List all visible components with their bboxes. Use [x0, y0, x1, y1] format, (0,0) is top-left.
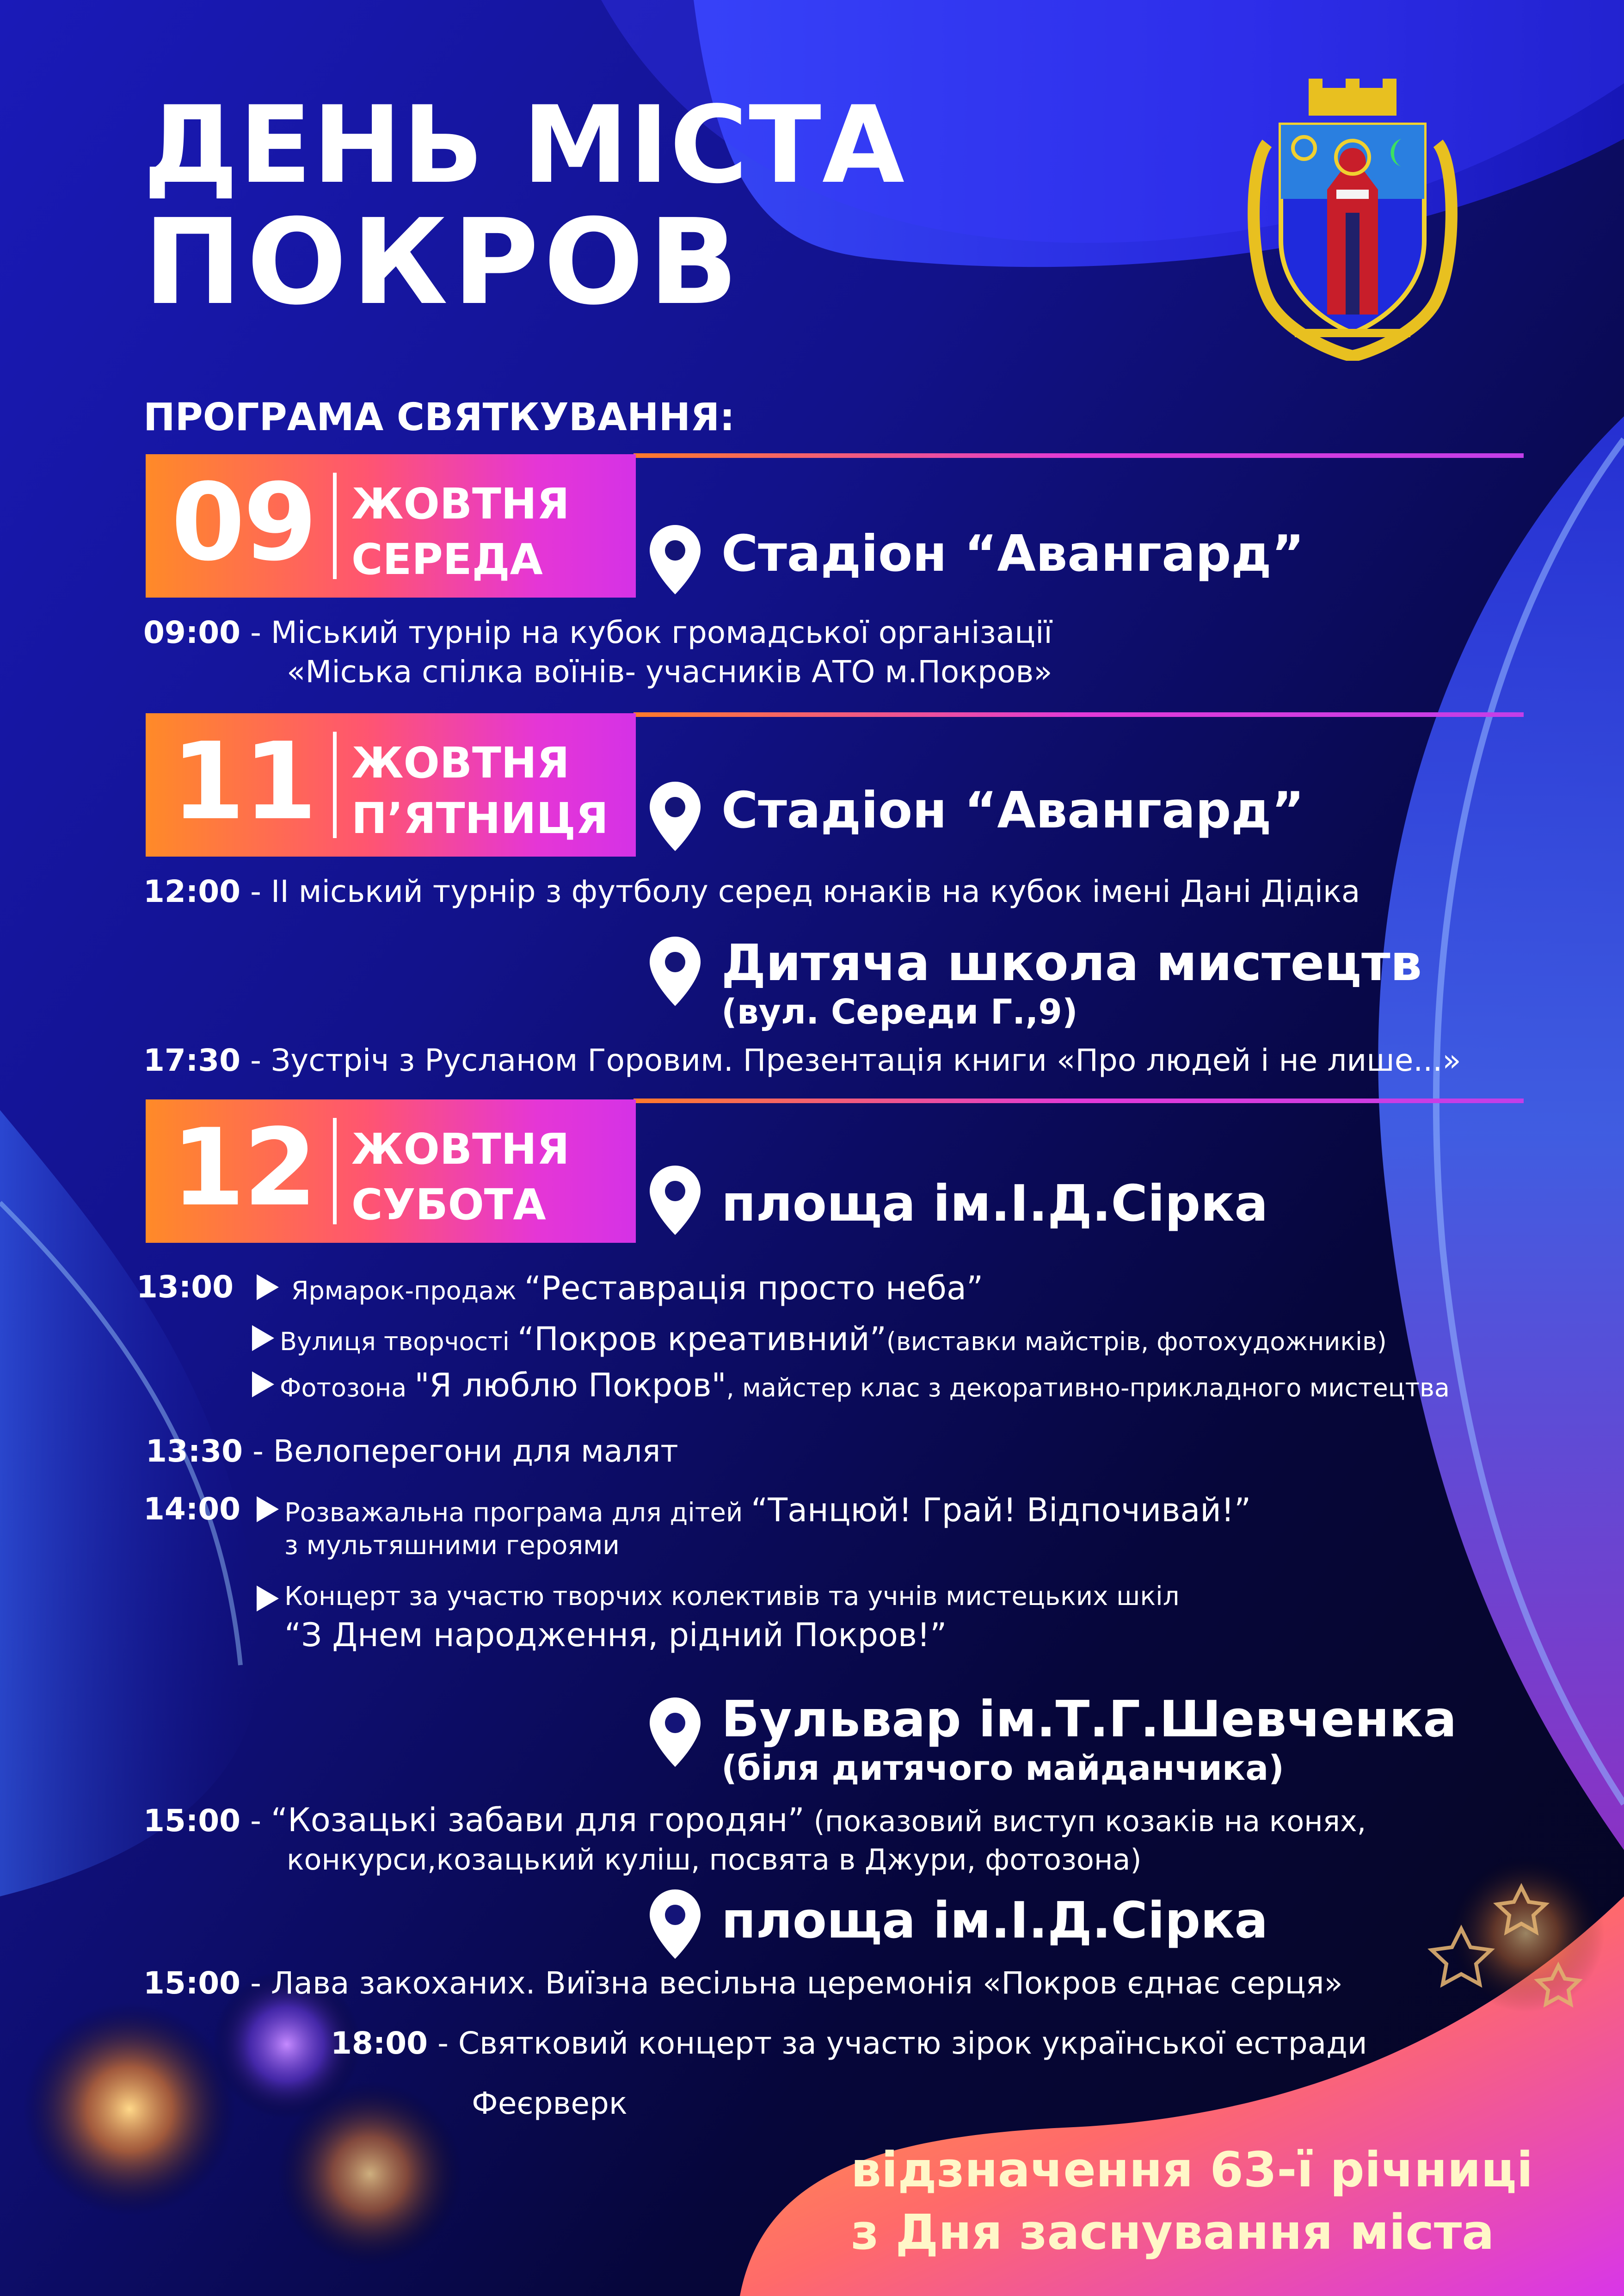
- location-pin-icon: [650, 1889, 701, 1959]
- date-label: [351, 476, 570, 587]
- date-box-11: [146, 713, 636, 857]
- event-time: 09:00: [143, 615, 241, 650]
- event-row: [143, 615, 1052, 650]
- dash: -: [240, 615, 271, 650]
- city-coat-of-arms: [1239, 74, 1466, 361]
- event-row: [143, 1802, 1366, 1839]
- location-pin-icon: [650, 1166, 701, 1235]
- footer-line2: з Дня заснування міста: [851, 2204, 1495, 2260]
- event-row: [143, 874, 1360, 909]
- program-subtitle: ПРОГРАМА СВЯТКУВАННЯ:: [143, 395, 735, 439]
- dash: -: [428, 2025, 458, 2061]
- event-text-big: “Козацькі забави для городян”: [271, 1801, 805, 1839]
- event-text-small2: (виставки майстрів, фотохудожників): [886, 1327, 1387, 1356]
- event-text-cont: “З Днем народження, рідний Покров!”: [284, 1616, 947, 1654]
- event-text: Велоперегони для малят: [273, 1433, 678, 1469]
- date-divider: [333, 732, 337, 838]
- event-text: [280, 1367, 1450, 1404]
- title-line2: ПОКРОВ: [143, 194, 743, 331]
- event-text: Міський турнір на кубок громадської організації: [271, 615, 1052, 650]
- event-time: 12:00: [143, 874, 241, 909]
- venue-name: Стадіон “Авангард”: [721, 782, 1304, 839]
- event-text-cont: «Міська спілка воїнів- учасників АТО м.Покров»: [287, 654, 1052, 690]
- venue-name: площа ім.І.Д.Сірка: [721, 1892, 1268, 1950]
- month: ЖОВТНЯ: [351, 738, 570, 788]
- month: ЖОВТНЯ: [351, 479, 570, 529]
- event-row: [143, 1043, 1461, 1078]
- venue-address: (вул. Середи Г.,9): [721, 992, 1078, 1032]
- event-text-big: “Танцюй! Грай! Відпочивай!”: [751, 1491, 1251, 1529]
- event-row: [146, 1434, 678, 1469]
- event-text: Зустріч з Русланом Горовим. Презентація книги «Про людей і не лише...»: [271, 1043, 1461, 1078]
- event-text: Святковий концерт за участю зірок української естради: [458, 2025, 1367, 2061]
- date-box-12: [146, 1099, 636, 1243]
- bullet-arrow-icon: [252, 1325, 274, 1351]
- dash: -: [240, 1803, 271, 1839]
- month: ЖОВТНЯ: [351, 1124, 570, 1174]
- event-text-small2: (показовий виступ козаків на конях,: [804, 1804, 1366, 1838]
- event-time: 15:00: [143, 1965, 241, 2001]
- date-box-09: [146, 454, 636, 598]
- event-text-cont: конкурси,козацький куліш, посвята в Джури, фотозона): [287, 1843, 1142, 1876]
- event-text: ІІ міський турнір з футболу серед юнаків на кубок імені Дані Дідіка: [271, 874, 1360, 909]
- bullet-arrow-icon: [257, 1586, 279, 1611]
- event-text-small2: , майстер клас з декоративно-прикладного мистецтва: [726, 1373, 1450, 1402]
- date-divider: [333, 1118, 337, 1224]
- event-text-big: “Покров креативний”: [517, 1320, 886, 1358]
- event-text: [284, 1492, 1251, 1529]
- event-time: 18:00: [331, 2025, 428, 2061]
- date-label: [351, 1122, 570, 1232]
- event-row: [331, 2026, 1367, 2061]
- weekday: СУБОТА: [351, 1179, 546, 1229]
- weekday: СЕРЕДА: [351, 534, 543, 584]
- event-text: [280, 1321, 1387, 1358]
- event-text: Феєрверк: [472, 2086, 627, 2121]
- event-row: [143, 1966, 1343, 2001]
- date-number: 09: [171, 461, 316, 585]
- venue-address: (біля дитячого майданчика): [721, 1748, 1284, 1788]
- event-text-small: Фотозона: [280, 1373, 415, 1402]
- date-divider: [333, 473, 337, 579]
- date-number: 11: [171, 720, 316, 844]
- venue-name: Стадіон “Авангард”: [721, 525, 1304, 583]
- dash: -: [240, 1043, 271, 1078]
- weekday: П’ЯТНИЦЯ: [351, 793, 609, 843]
- location-pin-icon: [650, 1697, 701, 1767]
- bullet-arrow-icon: [257, 1274, 279, 1300]
- title-line1: ДЕНЬ МІСТА: [143, 84, 905, 207]
- footer-line1: відзначення 63-ї річниці: [851, 2142, 1533, 2198]
- venue-name: площа ім.І.Д.Сірка: [721, 1175, 1268, 1233]
- event-time: 14:00: [143, 1491, 241, 1527]
- event-text: Концерт за участю творчих колективів та учнів мистецьких шкіл: [284, 1581, 1180, 1611]
- event-text: Лава закоханих. Виїзна весільна церемонія «Покров єднає серця»: [271, 1965, 1343, 2001]
- event-text-small: Вулиця творчості: [280, 1327, 517, 1356]
- location-pin-icon: [650, 782, 701, 851]
- event-row: [143, 1492, 240, 1527]
- bullet-arrow-icon: [252, 1371, 274, 1397]
- event-time: 13:30: [146, 1433, 243, 1469]
- event-text-big: "Я люблю Покров": [414, 1366, 726, 1404]
- separator-line: [634, 453, 1524, 458]
- date-label: [351, 735, 609, 846]
- venue-name: Дитяча школа мистецтв: [721, 934, 1422, 992]
- event-text-small: Розважальна програма для дітей: [284, 1498, 751, 1528]
- date-number: 12: [171, 1106, 316, 1230]
- event-text-small: Ярмарок-продаж: [291, 1276, 524, 1305]
- event-time: 17:30: [143, 1043, 241, 1078]
- dash: -: [243, 1433, 273, 1469]
- event-text: [291, 1270, 983, 1307]
- venue-name: Бульвар ім.Т.Г.Шевченка: [721, 1691, 1457, 1748]
- event-time: 15:00: [143, 1803, 241, 1839]
- event-time: 13:00: [136, 1269, 234, 1305]
- event-text-cont: з мультяшними героями: [284, 1531, 620, 1561]
- event-row: [136, 1270, 234, 1305]
- dash: -: [240, 1965, 271, 2001]
- separator-line: [634, 712, 1524, 717]
- separator-line: [634, 1099, 1524, 1103]
- dash: -: [240, 874, 271, 909]
- event-text-big: “Реставрація просто неба”: [524, 1269, 984, 1307]
- bullet-arrow-icon: [257, 1496, 279, 1522]
- location-pin-icon: [650, 937, 701, 1006]
- location-pin-icon: [650, 525, 701, 594]
